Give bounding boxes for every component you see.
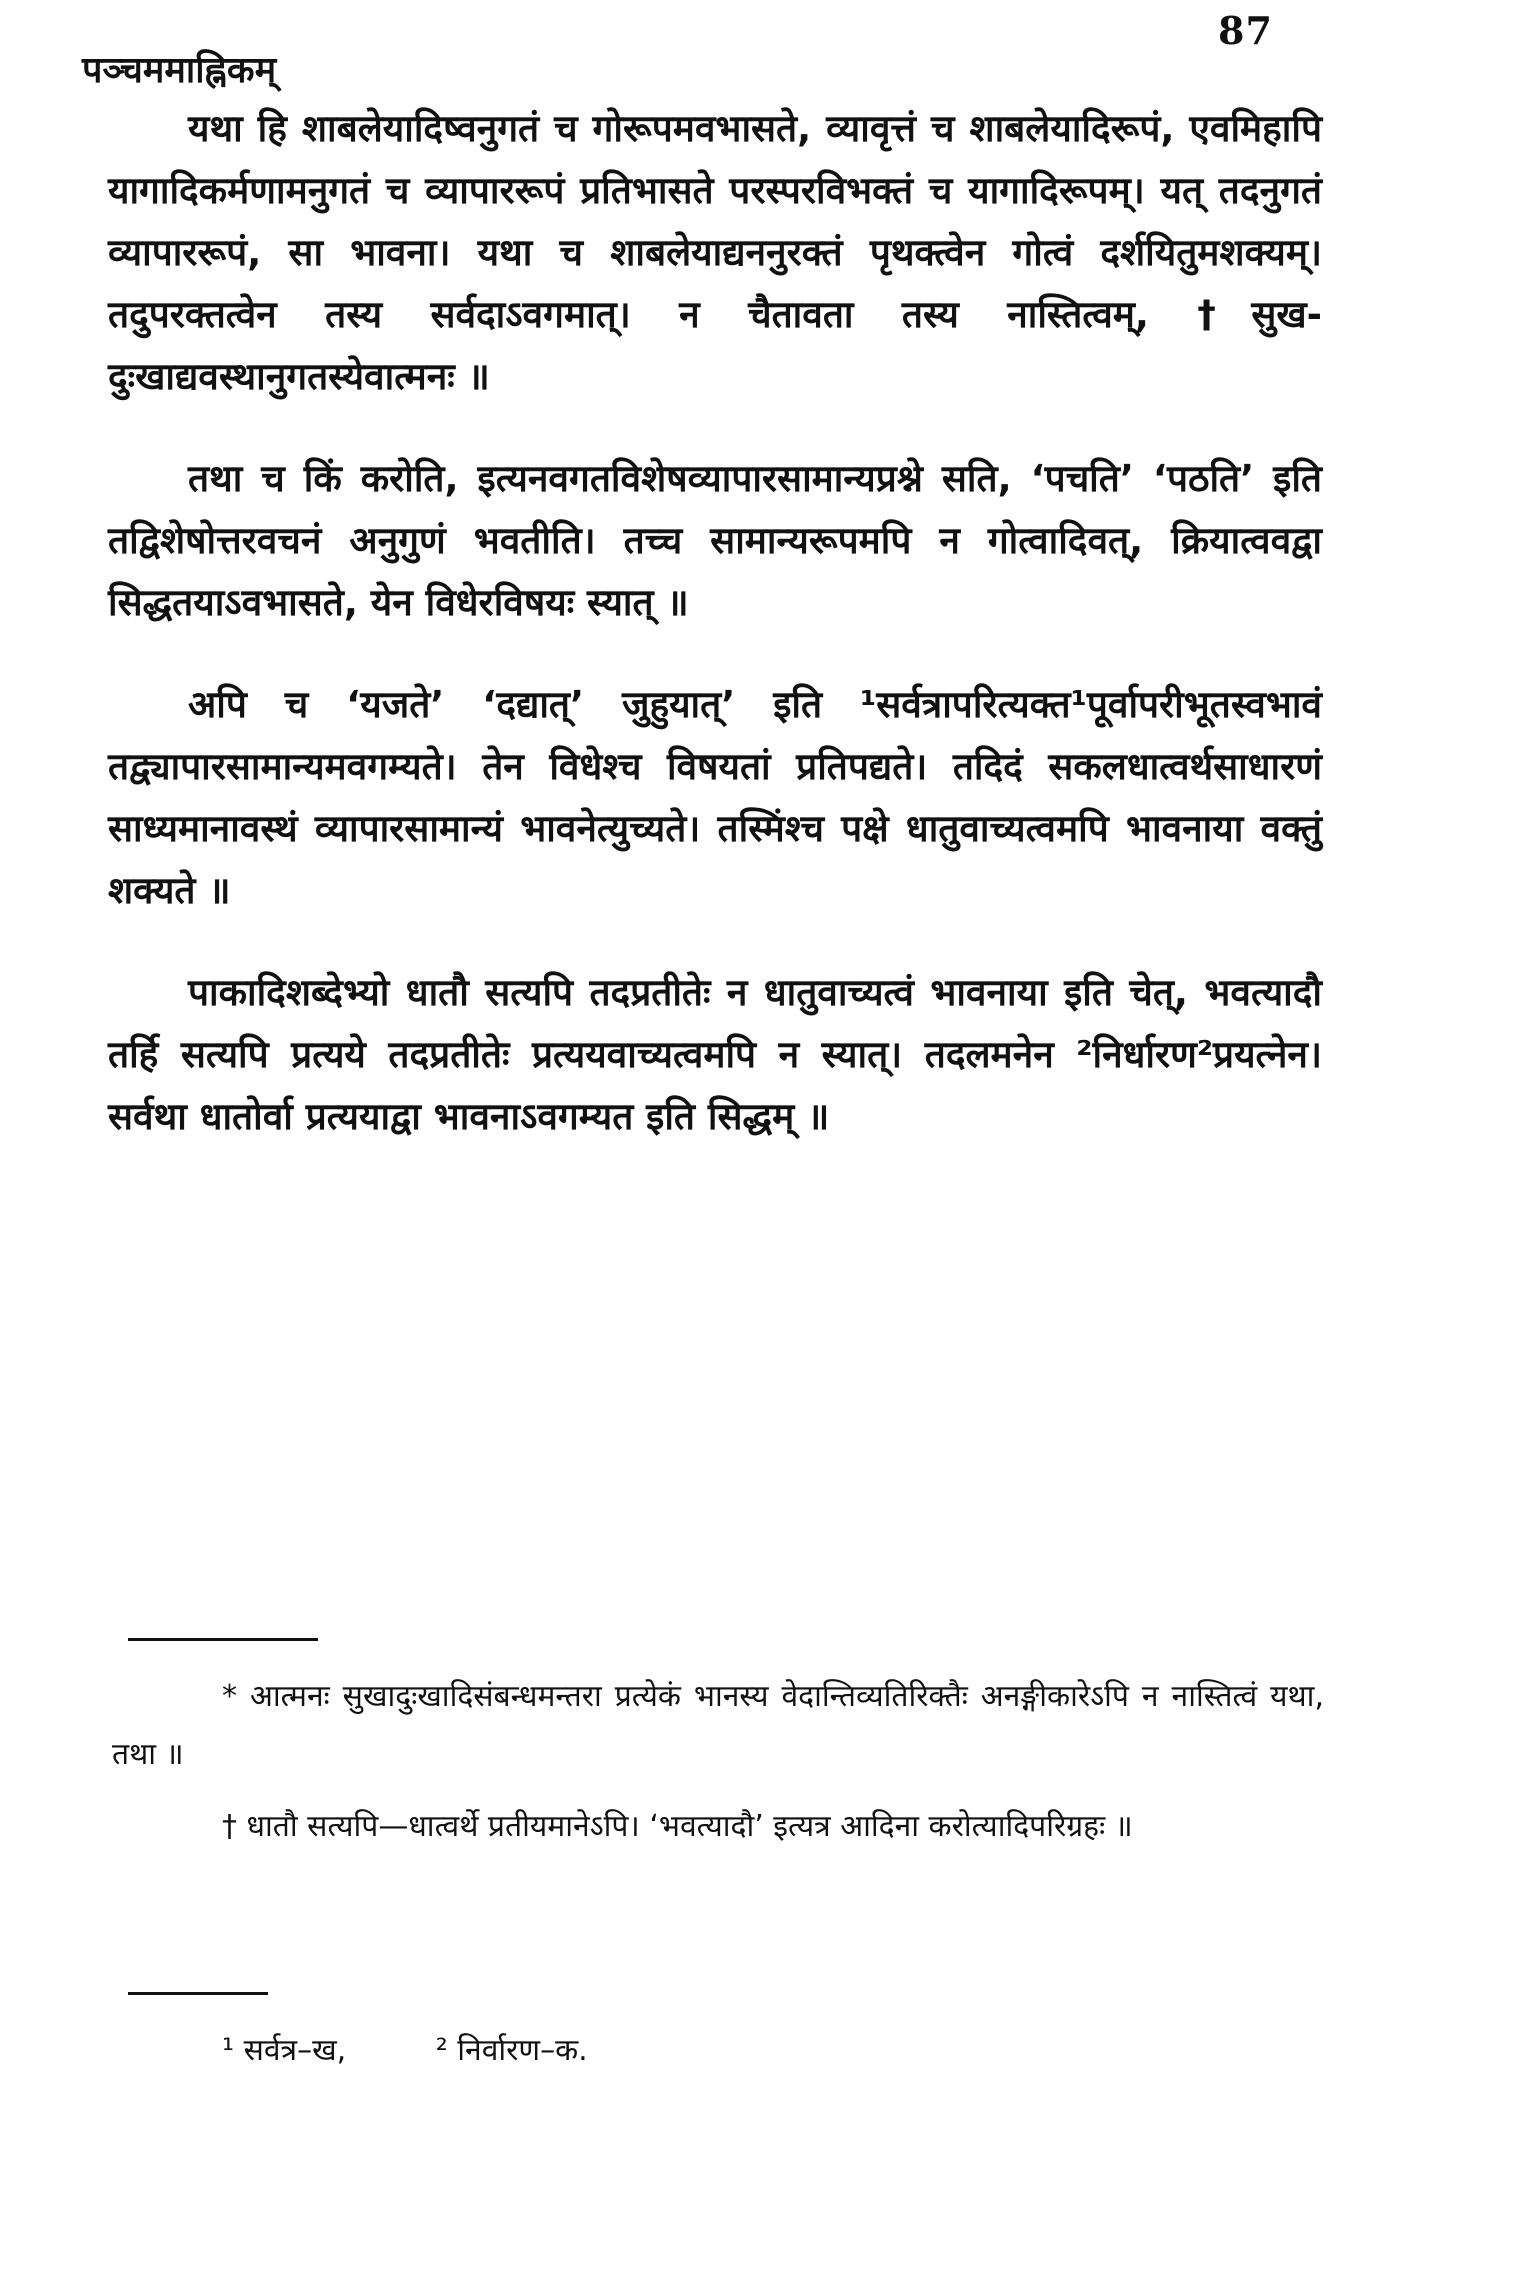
running-head: पञ्चममाह्निकम्	[82, 50, 277, 91]
paragraph: तथा च किं करोति, इत्यनवगतविशेषव्यापारसामान्यप्रश्ने सति, ‘पचति’ ‘पठति’ इति तद्विशेषोत्तरवचनं अनुगुणं भवतीति। तच्च सामान्यरूपमपि न गोत्वादिवत्, क्रियात्ववद्वा सिद्धतयाऽवभासते, येन विधेरविषयः स्यात् ॥	[108, 457, 1322, 624]
variants-divider	[128, 1992, 268, 1995]
variant-readings	[222, 2028, 588, 2069]
main-text	[108, 98, 1322, 1148]
footnote-divider	[128, 1638, 318, 1641]
footnotes	[112, 1668, 1324, 1856]
paragraph: पाकादिशब्देभ्यो धातौ सत्यपि तदप्रतीतेः न धातुवाच्यत्वं भावनाया इति चेत्, भवत्यादौ तर्हि सत्यपि प्रत्यये तदप्रतीतेः प्रत्ययवाच्यत्वमपि न स्यात्। तदलमनेन ²निर्धारण²प्रयत्नेन। सर्वथा धातोर्वा प्रत्ययाद्वा भावनाऽवगम्यत इति सिद्धम् ॥	[108, 971, 1322, 1138]
footnote: * आत्मनः सुखादुःखादिसंबन्धमन्तरा प्रत्येकं भानस्य वेदान्तिव्यतिरिक्तैः अनङ्गीकारेऽपि न नास्तित्वं यथा, तथा ॥	[112, 1679, 1324, 1772]
variant-reading: ² निर्वारण–क.	[435, 2033, 588, 2068]
footnote: † धातौ सत्यपि—धात्वर्थे प्रतीयमानेऽपि। ‘भवत्यादौ’ इत्यत्र आदिना करोत्यादिपरिग्रहः ॥	[222, 1809, 1133, 1844]
paragraph: अपि च ‘यजते’ ‘दद्यात्’ जुहुयात्’ इति ¹सर्वत्रापरित्यक्त¹पूर्वापरीभूतस्वभावं तद्व्यापारसामान्यमवगम्यते। तेन विधेश्च विषयतां प्रतिपद्यते। तदिदं सकलधात्वर्थसाधारणं साध्यमानावस्थं व्यापारसामान्यं भावनेत्युच्यते। तस्मिंश्च पक्षे धातुवाच्यत्वमपि भावनाया वक्तुं शक्यते ॥	[108, 683, 1322, 912]
paragraph: यथा हि शाबलेयादिष्वनुगतं च गोरूपमवभासते, व्यावृत्तं च शाबलेयादिरूपं, एवमिहापि यागादिकर्मणामनुगतं च व्यापाररूपं प्रतिभासते परस्परविभक्तं च यागादिरूपम्। यत् तदनुगतं व्यापाररूपं, सा भावना। यथा च शाबलेयाद्यननुरक्तं पृथक्त्वेन गोत्वं दर्शयितुमशक्यम्। तदुपरक्तत्वेन तस्य सर्वदाऽवगमात्। न चैतावता तस्य नास्तित्वम्, †सुख-दुःखाद्यवस्थानुगतस्येवात्मनः ॥	[108, 107, 1322, 398]
page-number: 87	[1218, 8, 1273, 53]
variant-reading: ¹ सर्वत्र–ख,	[222, 2033, 347, 2068]
